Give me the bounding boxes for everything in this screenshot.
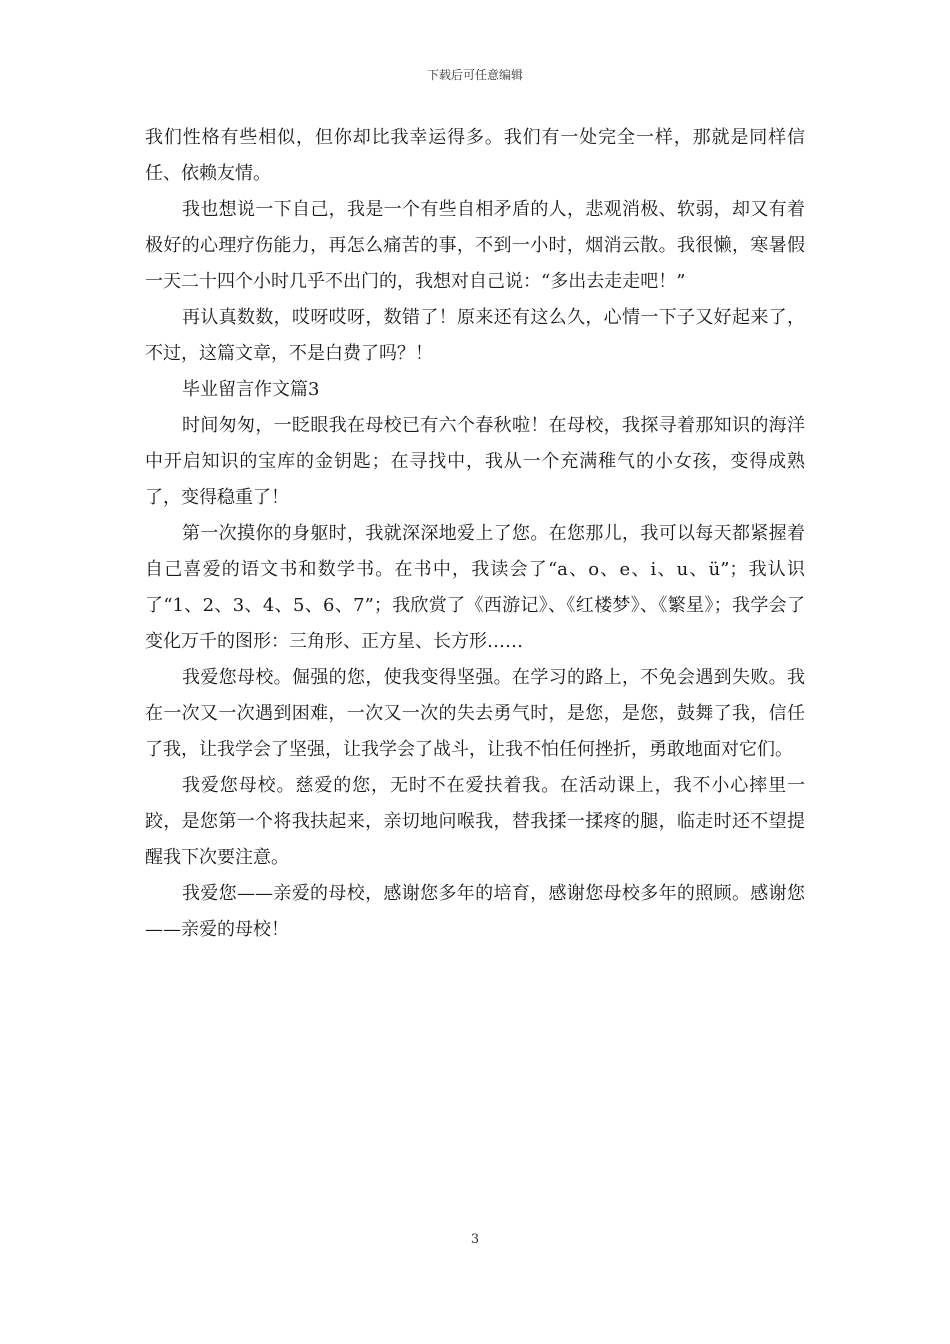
document-body xyxy=(145,120,805,948)
paragraph: 我爱您母校。慈爱的您，无时不在爱扶着我。在活动课上，我不小心摔里一跤，是您第一个将我扶起来，亲切地问喉我，替我揉一揉疼的腿，临走时还不望提醒我下次要注意。 xyxy=(145,775,805,868)
page-header: 下载后可任意编辑 xyxy=(426,68,523,82)
paragraph: 第一次摸你的身躯时，我就深深地爱上了您。在您那儿，我可以每天都紧握着自己喜爱的语文书和数学书。在书中，我读会了“a、o、e、i、u、ü”；我认识了“1、2、3、4、5、6、7”；我欣赏了《西游记》、《红楼梦》、《繁星》；我学会了变化万千的图形：三角形、正方星、长方形…… xyxy=(145,523,805,652)
paragraph: 我也想说一下自己，我是一个有些自相矛盾的人，悲观消极、软弱，却又有着极好的心理疗伤能力，再怎么痛苦的事，不到一小时，烟消云散。我很懒，寒暑假一天二十四个小时几乎不出门的，我想对自己说：“多出去走走吧！” xyxy=(145,199,805,292)
paragraph: 再认真数数，哎呀哎呀，数错了！原来还有这么久，心情一下子又好起来了，不过，这篇文章，不是白费了吗？！ xyxy=(145,307,805,364)
page-number: 3 xyxy=(470,1232,480,1247)
paragraph: 我爱您——亲爱的母校，感谢您多年的培育，感谢您母校多年的照顾。感谢您——亲爱的母校！ xyxy=(145,883,805,940)
paragraph: 时间匆匆，一眨眼我在母校已有六个春秋啦！在母校，我探寻着那知识的海洋中开启知识的宝库的金钥匙；在寻找中，我从一个充满稚气的小女孩，变得成熟了，变得稳重了！ xyxy=(145,415,805,508)
paragraph: 我们性格有些相似，但你却比我幸运得多。我们有一处完全一样，那就是同样信任、依赖友情。 xyxy=(145,127,805,184)
section-heading: 毕业留言作文篇3 xyxy=(182,379,320,400)
paragraph: 我爱您母校。倔强的您，使我变得坚强。在学习的路上，不免会遇到失败。我在一次又一次遇到困难，一次又一次的失去勇气时，是您，是您，鼓舞了我，信任了我，让我学会了坚强，让我学会了战斗，让我不怕任何挫折，勇敢地面对它们。 xyxy=(145,667,805,760)
